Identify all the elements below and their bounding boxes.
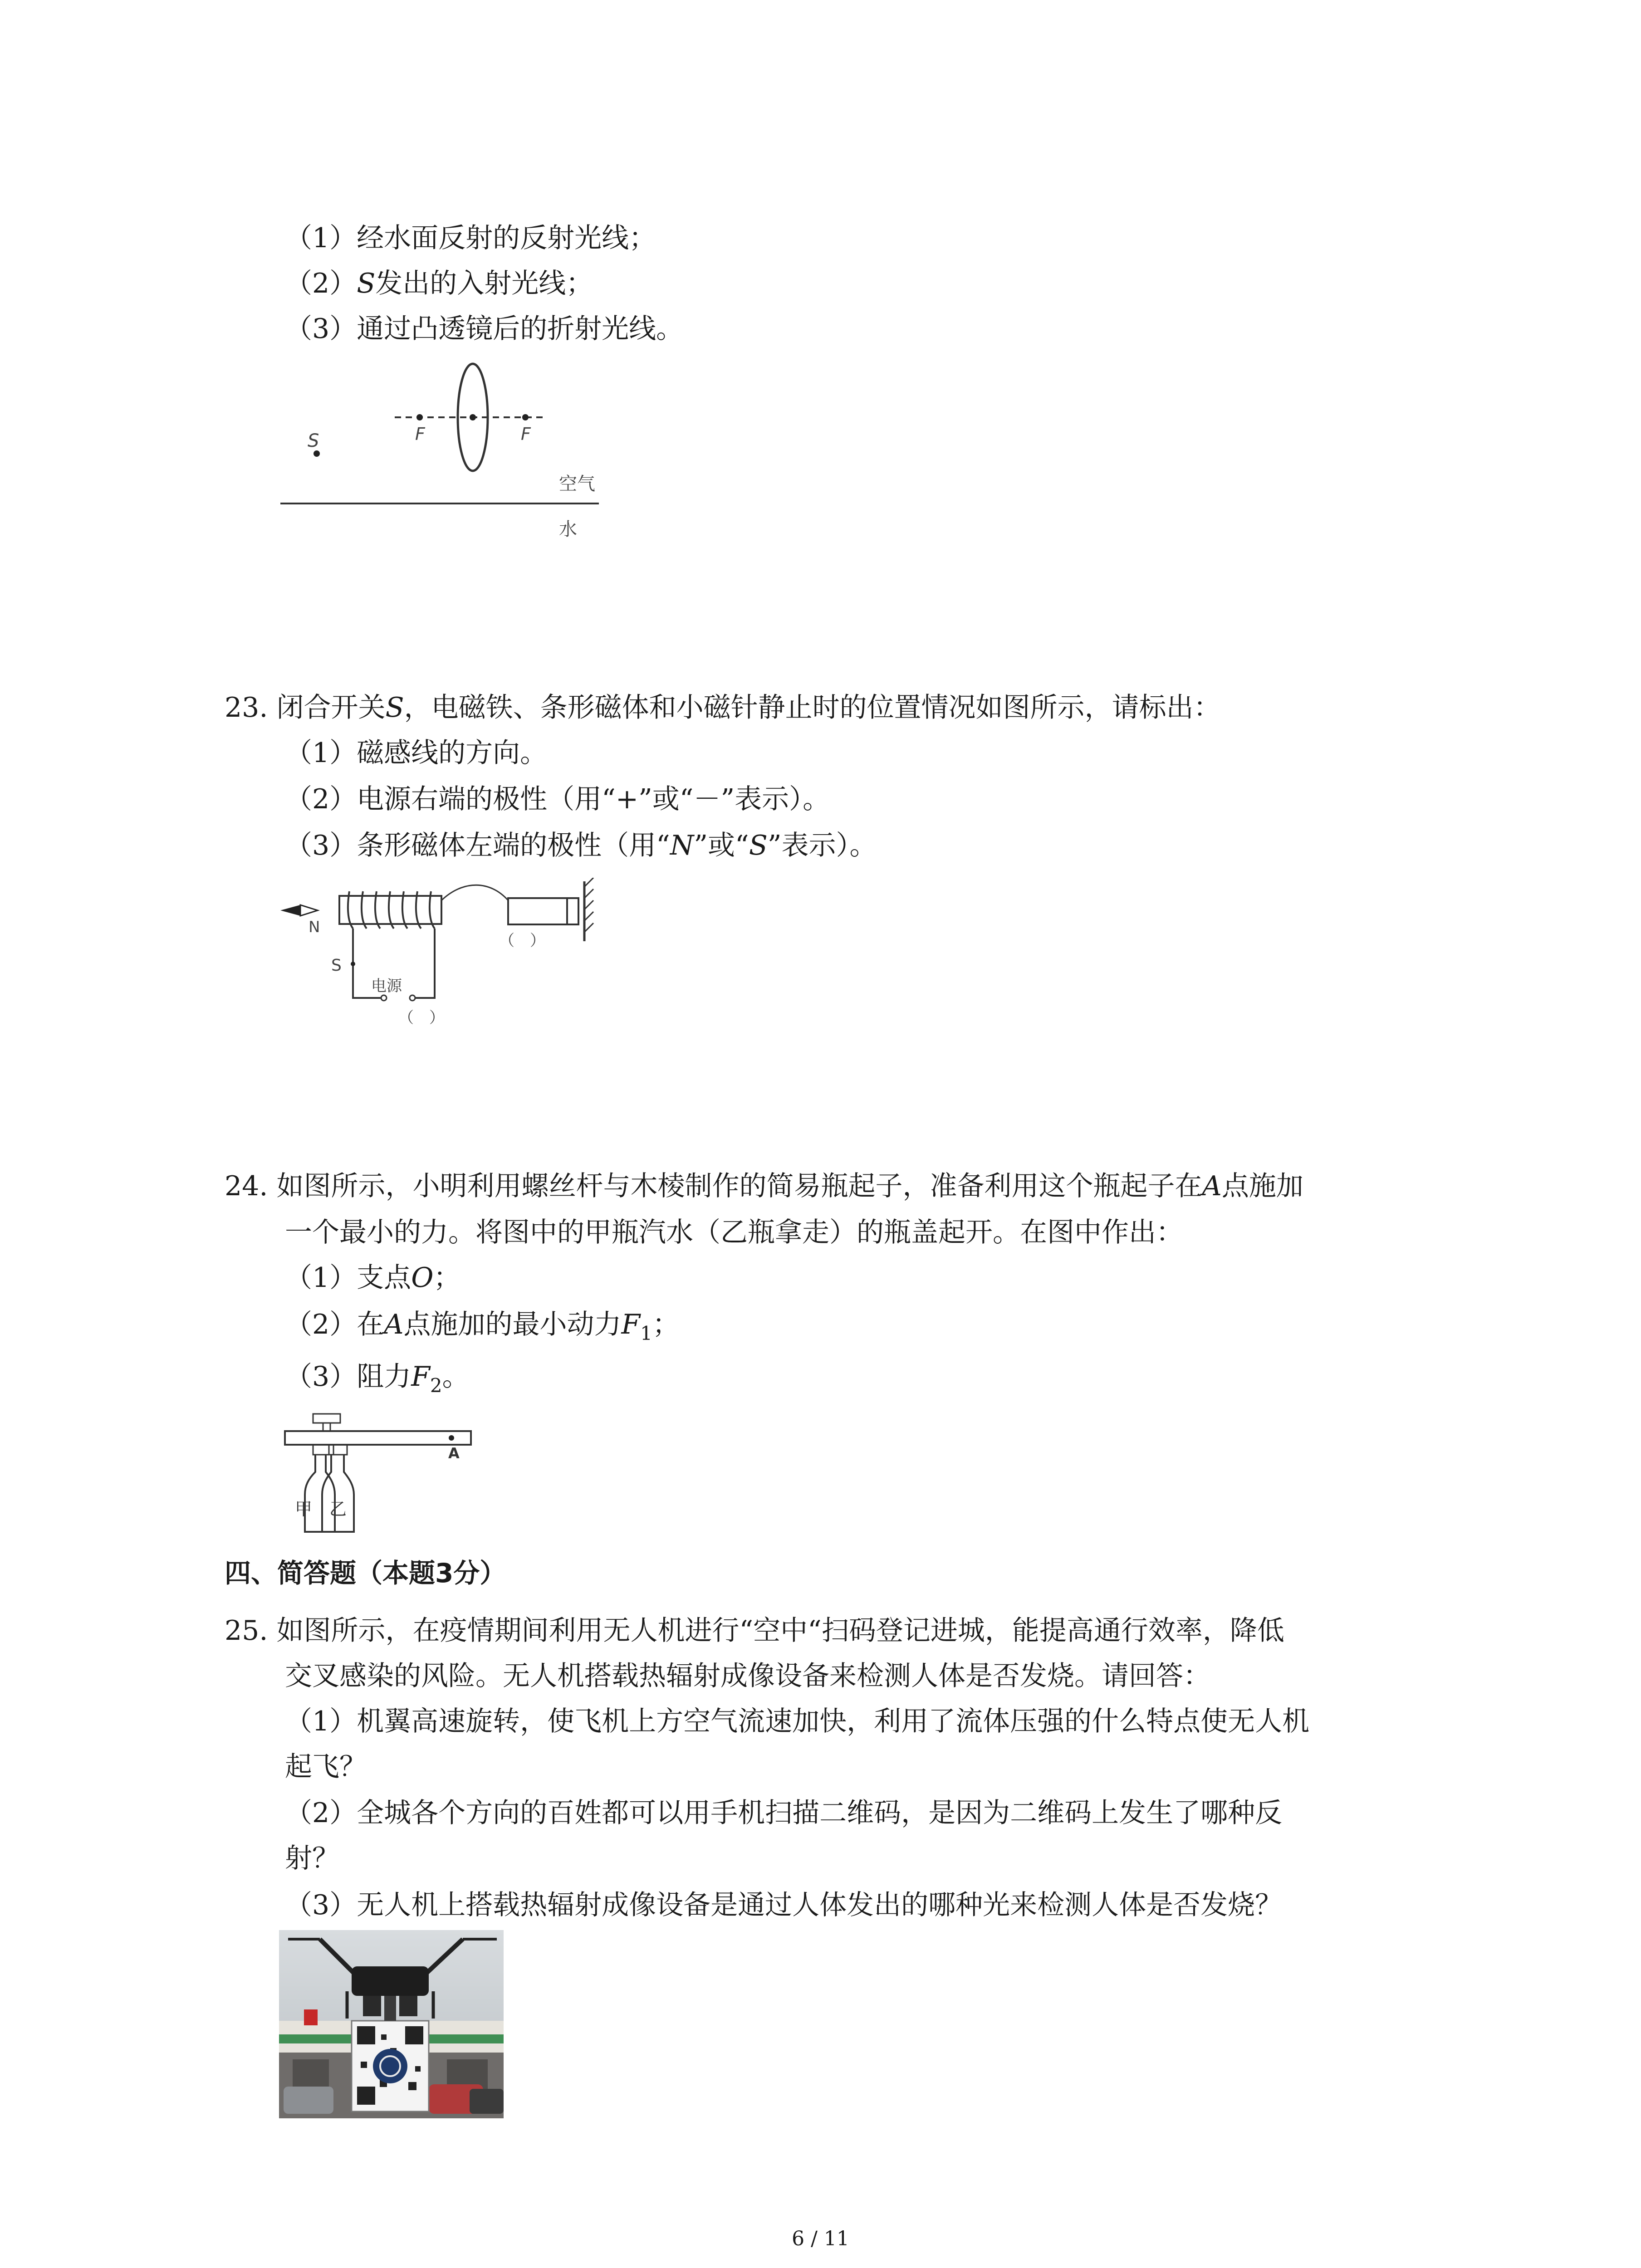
- q24-item-3: [285, 1359, 470, 1404]
- q24-item-3-f: F: [411, 1361, 430, 1393]
- label-air: 空气: [559, 474, 595, 494]
- q24-item-1-a: （1）支点: [285, 1262, 411, 1294]
- q22-item-2-prefix: （2）: [285, 268, 357, 299]
- q25-line-5: （2）全城各个方向的百姓都可以用手机扫描二维码，是因为二维码上发生了哪种反: [285, 1797, 1283, 1829]
- coil: [348, 891, 435, 929]
- focus-point-right: [522, 414, 529, 420]
- q22-item-3: （3）通过凸透镜后的折射光线。: [285, 313, 684, 345]
- sign-icon: [304, 2009, 318, 2025]
- q24-line-1-a: 24. 如图所示，小明利用螺丝杆与木棱制作的简易瓶起子，准备利用这个瓶起子在: [225, 1170, 1202, 1202]
- compass-needle: [280, 905, 300, 916]
- q23-item-1: （1）磁感线的方向。: [285, 737, 548, 769]
- q25-line-4: 起飞？: [285, 1751, 367, 1783]
- q24-item-2-a: （2）在: [285, 1309, 384, 1340]
- q23-item-3-n: N: [670, 830, 694, 861]
- power-terminal-right: [410, 995, 415, 1001]
- label-a: A: [448, 1445, 460, 1462]
- q24-item-3-sub: 2: [430, 1374, 442, 1397]
- q25-line-3: （1）机翼高速旋转，使飞机上方空气流速加快，利用了流体压强的什么特点使无人机: [285, 1706, 1310, 1737]
- label-f-left: F: [415, 424, 425, 444]
- q24-item-3-c: 。: [442, 1361, 470, 1393]
- q23-item-3-a: （3）条形磁体左端的极性（用“: [285, 830, 670, 861]
- q23-item-2: （2）电源右端的极性（用“+”或“－”表示）。: [285, 783, 830, 815]
- label-yi: 乙: [329, 1499, 347, 1519]
- power-pole-bracket: （ ）: [398, 1009, 445, 1027]
- q24-item-2-sub: 1: [640, 1322, 652, 1344]
- q23-electromagnet-figure: [272, 878, 653, 1032]
- focus-point-left: [416, 414, 423, 420]
- label-jia: 甲: [295, 1499, 313, 1519]
- q25-line-6: 射？: [285, 1843, 339, 1874]
- q22-lens-figure: [272, 354, 617, 562]
- q23-item-3: [285, 827, 877, 864]
- q24-item-2-b: 点施加的最小动力: [403, 1309, 622, 1340]
- q24-line-1: [225, 1168, 1303, 1204]
- label-water: 水: [559, 519, 577, 540]
- q23-item-3-b: ”或“: [694, 830, 749, 861]
- q24-line-1-var: A: [1202, 1170, 1222, 1202]
- q24-item-1-b: ；: [433, 1262, 461, 1294]
- label-needle-n: N: [309, 918, 320, 936]
- q24-item-2-var: A: [384, 1309, 404, 1340]
- label-power: 电源: [371, 977, 402, 995]
- magnet-pole-bracket: （ ）: [499, 932, 545, 950]
- q24-bottle-opener-figure: [281, 1413, 481, 1535]
- lens-center-point: [470, 414, 476, 420]
- label-switch-s: S: [331, 956, 342, 975]
- q24-line-2: 一个最小的力。将图中的甲瓶汽水（乙瓶拿走）的瓶盖起开。在图中作出：: [285, 1217, 1183, 1248]
- drone-photo: [279, 1930, 504, 2118]
- q22-item-2: [285, 265, 593, 302]
- q23-stem-b: ，电磁铁、条形磁体和小磁针静止时的位置情况如图所示，请标出：: [404, 692, 1221, 723]
- q23-stem: [225, 689, 1221, 726]
- q25-line-7: （3）无人机上搭载热辐射成像设备是通过人体发出的哪种光来检测人体是否发烧？: [285, 1889, 1283, 1921]
- q23-stem-var: S: [385, 692, 404, 723]
- label-f-right: F: [521, 424, 531, 444]
- q23-item-3-c: ”表示）。: [767, 830, 877, 861]
- q24-item-1-var: O: [411, 1262, 434, 1294]
- q22-item-1: （1）经水面反射的反射光线；: [285, 222, 656, 254]
- power-terminal-left: [381, 995, 387, 1001]
- page-number: 6 / 11: [792, 2227, 849, 2250]
- q23-item-3-s: S: [749, 830, 768, 861]
- q24-item-2: [285, 1306, 680, 1352]
- point-a: [449, 1435, 454, 1441]
- label-s: S: [308, 430, 319, 451]
- q25-line-2: 交叉感染的风险。无人机搭载热辐射成像设备来检测人体是否发烧。请回答：: [285, 1660, 1210, 1692]
- opener-bar: [285, 1431, 471, 1445]
- q24-item-2-c: ；: [652, 1309, 680, 1340]
- q24-item-1: [285, 1260, 460, 1296]
- q23-stem-a: 23. 闭合开关: [225, 692, 386, 723]
- q22-item-2-var: S: [357, 268, 376, 299]
- q24-line-1-b: 点施加: [1221, 1170, 1303, 1202]
- q24-item-2-f: F: [621, 1309, 641, 1340]
- q25-line-1: 25. 如图所示，在疫情期间利用无人机进行“空中“扫码登记进城，能提高通行效率，降低: [225, 1615, 1284, 1647]
- light-source-point: [314, 450, 320, 457]
- q24-item-3-a: （3）阻力: [285, 1361, 411, 1393]
- q22-item-2-text: 发出的入射光线；: [375, 268, 593, 299]
- bottle-yi: [322, 1455, 354, 1532]
- section-heading: 四、简答题（本题3分）: [225, 1558, 506, 1589]
- bar-magnet: [508, 898, 567, 924]
